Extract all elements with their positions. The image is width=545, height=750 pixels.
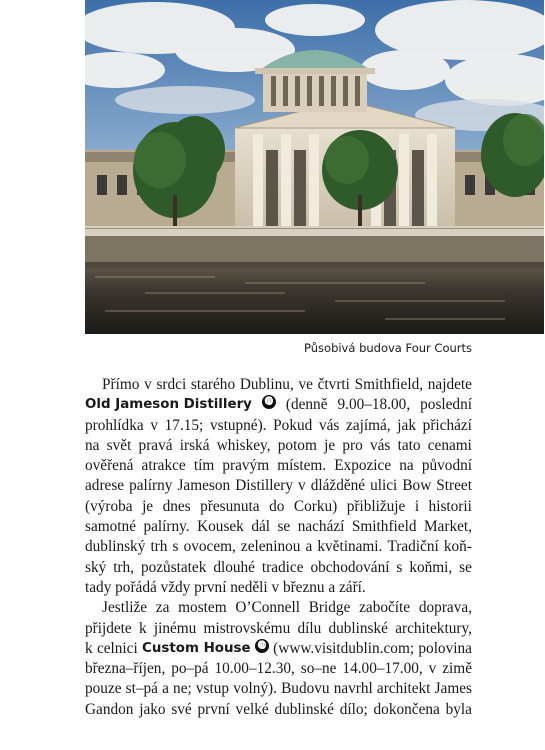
text-line: ověřená atrakce tím pravým místem. Expozice na původní bbox=[85, 457, 472, 475]
four-courts-illustration bbox=[85, 0, 544, 334]
text-line: Old Jameson Distillery ⓳ (denně 9.00–18.00, poslední bbox=[85, 395, 472, 415]
text-line: samotné palírny. Kousek dál se nachází Smithfield Market, bbox=[85, 518, 472, 536]
text-line: Jestliže za mostem O’Connell Bridge zabočíte doprava, bbox=[102, 599, 472, 617]
text-line: (výroba je dnes přesunuta do Corku) přibližuje i historii bbox=[85, 497, 472, 515]
text-line: dublinský trh s ovocem, zeleninou a květinami. Tradiční koň- bbox=[85, 538, 472, 556]
text-line: k celnici Custom House ⓴ (www.visitdublin.com; polovina bbox=[85, 639, 472, 659]
text-line: ský trh, pozůstatek dlouhé tradice obchodování s koňmi, se bbox=[85, 558, 472, 576]
old-jameson-distillery-term: Old Jameson Distillery bbox=[85, 397, 252, 413]
text-line: tady pořádá vždy první neděli v březnu a září. bbox=[85, 578, 366, 596]
map-marker-19-icon: ⓳ bbox=[262, 395, 276, 409]
text-line: na svět pravá irská whiskey, potom je pro vás tato cenami bbox=[85, 436, 472, 454]
text-line: pouze st–pá a ne; vstup volný). Budovu navrhl architekt James bbox=[85, 680, 472, 698]
text-line: Gandon jako své první velké dublinské dílo; dokončena byla bbox=[85, 700, 472, 718]
text-line: Přímo v srdci starého Dublinu, ve čtvrti Smithfield, najdete bbox=[102, 376, 472, 393]
text-line: prohlídka v 17.15; vstupné). Pokud vás zajímá, jak přichází bbox=[85, 416, 472, 434]
map-marker-20-icon: ⓴ bbox=[255, 639, 269, 653]
text-line: přijdete k jinému mistrovskému dílu dublinské architektury, bbox=[85, 619, 472, 637]
text-line: adrese palírny Jameson Distillery v dlážděné ulici Bow Street bbox=[85, 477, 472, 495]
four-courts-photo bbox=[85, 0, 544, 334]
text-line: března–říjen, po–pá 10.00–12.30, so–ne 14.00–17.00, v zimě bbox=[85, 660, 472, 678]
photo-caption: Působivá budova Four Courts bbox=[304, 341, 472, 355]
body-text bbox=[85, 375, 472, 720]
custom-house-term: Custom House bbox=[142, 640, 251, 656]
